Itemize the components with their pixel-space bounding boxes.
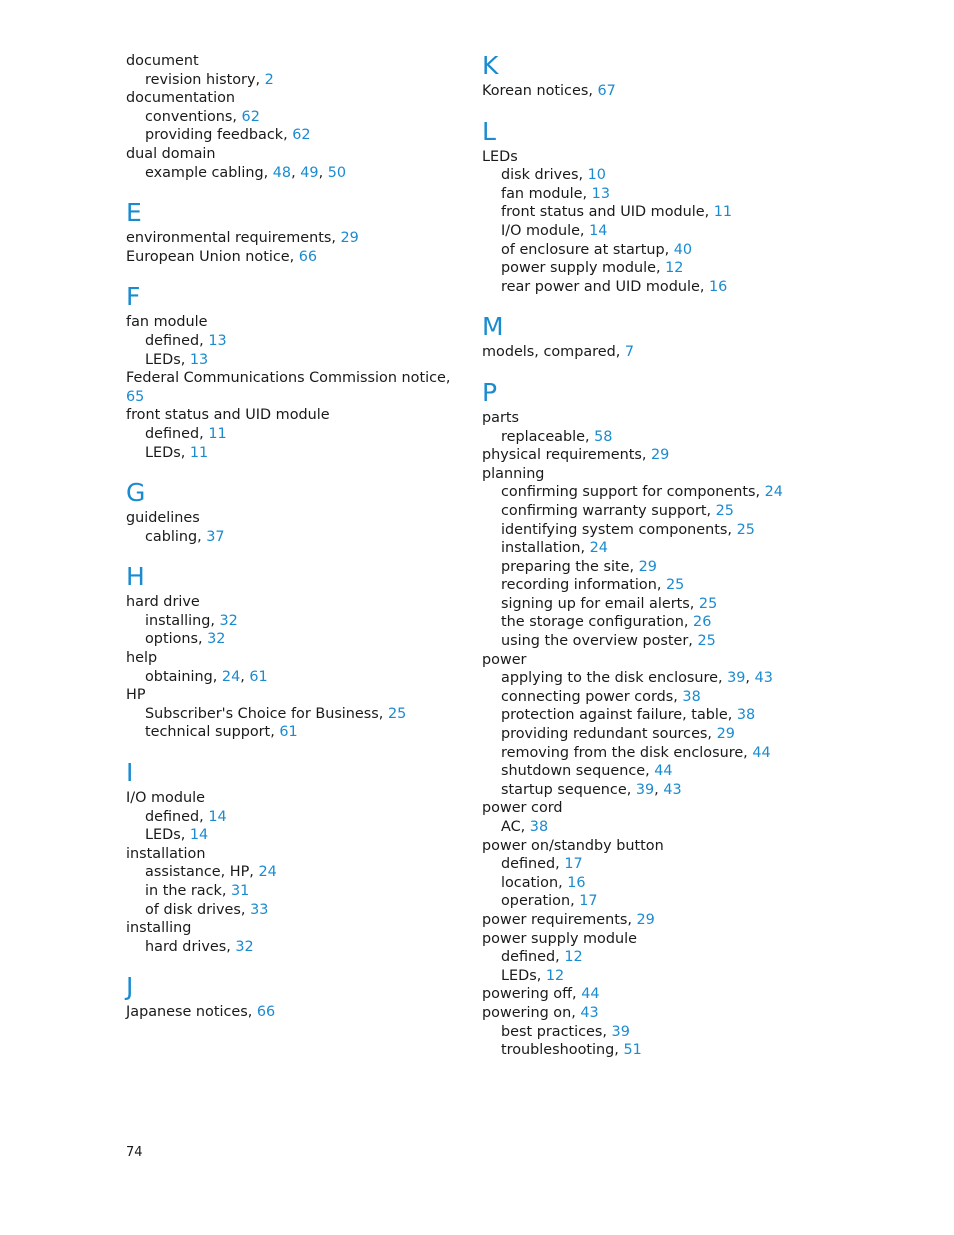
page-link[interactable]: 61: [279, 724, 298, 741]
page-link[interactable]: 13: [591, 185, 610, 202]
index-section: [482, 52, 812, 101]
section-letter: F: [126, 282, 141, 312]
index-subentry: [482, 1023, 812, 1042]
index-subentry: [482, 222, 812, 241]
index-entry: [126, 1003, 456, 1022]
index-subentry: [126, 705, 456, 724]
entry-text: assistance, HP,: [145, 864, 259, 881]
entry-text: the storage configuration,: [501, 614, 694, 631]
entry-text: defined,: [145, 332, 209, 349]
page-link[interactable]: 29: [638, 558, 657, 575]
section-letter: J: [126, 972, 134, 1002]
index-entry: [482, 985, 812, 1004]
page-link[interactable]: 11: [208, 425, 227, 442]
page-link[interactable]: 25: [736, 521, 755, 538]
entry-text: parts: [482, 409, 520, 426]
index-subentry: [126, 164, 456, 183]
index-subentry: [126, 332, 456, 351]
index-subentry: [482, 483, 812, 502]
entry-text: shutdown sequence,: [501, 763, 655, 780]
entry-text: LEDs,: [145, 351, 190, 368]
page-link[interactable]: 12: [545, 967, 565, 984]
index-subentry: [126, 723, 456, 742]
page-link[interactable]: 31: [231, 883, 250, 899]
entry-text: cabling,: [145, 528, 207, 545]
page-link[interactable]: 65: [126, 388, 145, 405]
entry-text: powering on,: [482, 1004, 581, 1021]
page-link[interactable]: 25: [697, 633, 716, 650]
entry-text: in the rack,: [145, 883, 232, 899]
index-subentry: [482, 241, 812, 260]
entry-text: help: [126, 650, 158, 667]
index-subentry: [482, 576, 812, 595]
entry-text: defined,: [501, 949, 565, 966]
index-entry: [482, 343, 812, 362]
page-link[interactable]: 48: [272, 164, 292, 181]
page-link[interactable]: 66: [256, 1004, 276, 1021]
page-separator: ,: [291, 164, 301, 181]
index-entry: [482, 930, 812, 949]
index-entry: [482, 465, 812, 484]
entry-text: LEDs: [482, 148, 518, 165]
index-entry: [126, 145, 456, 164]
index-entry: [126, 649, 456, 668]
index-subentry: [126, 126, 456, 145]
entry-text: identifying system components,: [501, 521, 737, 538]
entry-text: using the overview poster,: [501, 633, 698, 650]
index-subentry: [482, 706, 812, 725]
entry-text: planning: [482, 465, 545, 482]
entry-text: location,: [501, 874, 568, 891]
index-entry: [126, 789, 456, 808]
index-section: [126, 973, 456, 1022]
page-link[interactable]: 50: [327, 164, 347, 181]
index-entry: [482, 1004, 812, 1023]
page-link[interactable]: 43: [580, 1004, 599, 1021]
entry-text: fan module: [126, 314, 208, 331]
section-letter: M: [482, 312, 504, 342]
page-link[interactable]: 51: [623, 1042, 642, 1059]
entry-text: European Union notice,: [126, 248, 299, 265]
index-entry: [482, 409, 812, 428]
page-link[interactable]: 32: [207, 631, 226, 648]
entry-text: installation: [126, 845, 206, 862]
page-link[interactable]: 13: [189, 351, 209, 368]
entry-text: Subscriber's Choice for Business,: [145, 705, 388, 722]
index-entry: [126, 919, 456, 938]
index-subentry: [482, 688, 812, 707]
index-section: [482, 313, 812, 362]
section-letter: P: [482, 377, 498, 407]
entry-text: protection against failure, table,: [501, 707, 737, 724]
entry-text: installing: [126, 920, 192, 937]
page-link[interactable]: 43: [663, 781, 682, 798]
page-link[interactable]: 24: [589, 540, 608, 557]
page-link[interactable]: 43: [754, 670, 773, 687]
entry-text: revision history,: [145, 71, 265, 88]
index-subentry: [126, 826, 456, 845]
entry-text: LEDs,: [145, 444, 190, 461]
index-subentry: [126, 630, 456, 649]
index-entry: [126, 52, 456, 71]
page-link[interactable]: 38: [682, 688, 701, 705]
entry-text: hard drive: [126, 594, 200, 611]
page-link[interactable]: 24: [764, 484, 783, 501]
page-link[interactable]: 25: [666, 577, 685, 594]
entry-text: front status and UID module: [126, 407, 330, 424]
page-link[interactable]: 14: [208, 808, 227, 825]
index-entry: [482, 446, 812, 465]
index-section: [126, 479, 456, 546]
page-link[interactable]: 26: [693, 614, 712, 631]
entry-text: power supply module,: [501, 260, 666, 277]
page-link[interactable]: 44: [581, 986, 600, 1003]
page-link[interactable]: 24: [221, 668, 241, 685]
entry-text: example cabling,: [145, 164, 273, 181]
index-subentry: [482, 521, 812, 540]
page-link[interactable]: 12: [564, 949, 583, 966]
index-subentry: [126, 668, 456, 687]
index-subentry: [482, 892, 812, 911]
index-subentry: [126, 351, 456, 370]
page-link[interactable]: 32: [235, 938, 254, 955]
entry-text: Federal Communications Commission notice,: [126, 370, 451, 387]
page-link[interactable]: 10: [587, 167, 606, 184]
page-link[interactable]: 11: [713, 204, 733, 221]
index-section: [482, 379, 812, 1060]
page-link[interactable]: 25: [715, 502, 734, 519]
index-subentry: [482, 874, 812, 893]
index-entry: [126, 313, 456, 332]
index-subentry: [482, 967, 812, 986]
entry-text: obtaining,: [145, 668, 222, 685]
page-link[interactable]: 58: [594, 428, 613, 445]
page-link[interactable]: 29: [651, 447, 670, 464]
entry-text: installing,: [145, 612, 220, 629]
index-subentry: [482, 613, 812, 632]
entry-text: power supply module: [482, 930, 637, 947]
index-entry: [482, 82, 812, 101]
page-link[interactable]: 39: [635, 781, 655, 798]
index-entry: [482, 651, 812, 670]
index-entry: [126, 248, 456, 267]
entry-text: models, compared,: [482, 344, 625, 361]
entry-text: guidelines: [126, 510, 200, 527]
page-link[interactable]: 29: [340, 230, 359, 247]
entry-text: troubleshooting,: [501, 1042, 624, 1059]
page-link[interactable]: 61: [249, 668, 268, 685]
index-section: [126, 759, 456, 956]
entry-text: recording information,: [501, 577, 666, 594]
index-subentry: [482, 1041, 812, 1060]
index-column-left: [126, 52, 456, 1039]
index-subentry: [482, 502, 812, 521]
entry-text: defined,: [145, 425, 209, 442]
index-subentry: [482, 558, 812, 577]
index-subentry: [482, 278, 812, 297]
page-link[interactable]: 25: [698, 595, 718, 612]
index-subentry: [126, 863, 456, 882]
page-link[interactable]: 44: [752, 744, 771, 761]
entry-text: applying to the disk enclosure,: [501, 670, 728, 687]
index-subentry: [126, 882, 456, 901]
entry-text: AC,: [501, 819, 530, 835]
page-link[interactable]: 16: [567, 874, 586, 891]
page-link[interactable]: 32: [219, 612, 238, 629]
entry-text: providing redundant sources,: [501, 726, 717, 743]
page-link[interactable]: 33: [250, 901, 269, 918]
page-link[interactable]: 14: [189, 827, 209, 844]
index-subentry: [482, 203, 812, 222]
index-subentry: [126, 901, 456, 920]
page-separator: ,: [318, 164, 328, 181]
page-link[interactable]: 7: [624, 344, 635, 361]
index-subentry: [482, 595, 812, 614]
index-subentry: [482, 539, 812, 558]
index-subentry: [482, 632, 812, 651]
page-link[interactable]: 2: [264, 71, 274, 88]
entry-text: front status and UID module,: [501, 204, 714, 221]
section-letter: H: [126, 562, 145, 592]
index-entry: [126, 593, 456, 612]
index-subentry: [482, 669, 812, 688]
section-letter: E: [126, 198, 142, 228]
index-subentry: [482, 948, 812, 967]
entry-text: of enclosure at startup,: [501, 241, 674, 258]
index-subentry: [482, 185, 812, 204]
page-link[interactable]: 37: [206, 528, 225, 545]
page-link[interactable]: 12: [665, 260, 684, 277]
page-link[interactable]: 62: [292, 127, 311, 144]
page-separator: ,: [654, 781, 664, 798]
entry-text: document: [126, 53, 199, 69]
section-letter: G: [126, 478, 146, 508]
entry-text: LEDs,: [501, 967, 546, 984]
index-entry: [126, 406, 456, 425]
page-link[interactable]: 49: [300, 164, 319, 181]
section-letter: I: [126, 758, 134, 788]
entry-text: defined,: [501, 856, 565, 873]
entry-text: I/O module,: [501, 222, 590, 239]
entry-text: removing from the disk enclosure,: [501, 744, 753, 761]
index-section: [126, 283, 456, 462]
page-link[interactable]: 14: [589, 222, 608, 239]
page-link[interactable]: 66: [298, 248, 318, 265]
page-link[interactable]: 39: [727, 670, 746, 687]
index-entry: [126, 89, 456, 108]
entry-text: operation,: [501, 893, 580, 910]
index-entry: [126, 229, 456, 248]
index-subentry: [126, 938, 456, 957]
index-entry: [126, 369, 456, 388]
page-link[interactable]: 29: [716, 726, 735, 743]
page-separator: ,: [745, 670, 755, 687]
index-section: [126, 52, 456, 182]
page-link[interactable]: 38: [529, 819, 549, 835]
entry-text: confirming support for components,: [501, 484, 765, 501]
page-link[interactable]: 17: [579, 893, 598, 910]
index-entry: [482, 148, 812, 167]
index-subentry: [126, 108, 456, 127]
index-subentry: [126, 612, 456, 631]
index-subentry: [482, 744, 812, 763]
index-subentry: [126, 808, 456, 827]
entry-text: power requirements,: [482, 911, 637, 928]
index-subentry: [482, 428, 812, 447]
entry-text: power on/standby button: [482, 837, 664, 854]
index-subentry: [482, 781, 812, 800]
section-letter: L: [482, 116, 496, 146]
entry-text: HP: [126, 687, 146, 704]
entry-text: I/O module: [126, 790, 205, 807]
index-entry: [482, 799, 812, 818]
index-section: [126, 199, 456, 266]
page-number: 74: [126, 1145, 143, 1160]
entry-text: best practices,: [501, 1023, 612, 1040]
page-link[interactable]: 44: [654, 763, 673, 780]
index-section: [126, 563, 456, 742]
entry-text: LEDs,: [145, 827, 190, 844]
index-subentry: [482, 166, 812, 185]
entry-text: Japanese notices,: [126, 1004, 257, 1021]
page-link[interactable]: 25: [387, 705, 407, 722]
entry-text: powering off,: [482, 986, 582, 1003]
page-link[interactable]: 62: [241, 108, 260, 125]
entry-text: defined,: [145, 808, 209, 825]
page-link[interactable]: 24: [258, 864, 277, 881]
page-link[interactable]: 17: [564, 856, 583, 873]
index-subentry: [482, 855, 812, 874]
index-entry: [126, 845, 456, 864]
entry-text: dual domain: [126, 145, 216, 162]
page-link[interactable]: 11: [189, 444, 209, 461]
page-link[interactable]: 38: [736, 707, 756, 724]
entry-text: connecting power cords,: [501, 688, 683, 705]
index-subentry: [126, 71, 456, 90]
page-link[interactable]: 29: [636, 911, 655, 928]
entry-text: hard drives,: [145, 938, 236, 955]
entry-text: technical support,: [145, 724, 280, 741]
section-letter: K: [482, 51, 499, 80]
entry-text: documentation: [126, 90, 235, 107]
page-link[interactable]: 40: [673, 241, 693, 258]
index-column-right: [482, 52, 812, 1077]
page-link[interactable]: 16: [708, 278, 728, 295]
index-entry: [126, 686, 456, 705]
index-entry: [482, 911, 812, 930]
index-subentry: [126, 425, 456, 444]
page-separator: ,: [240, 668, 250, 685]
entry-text: preparing the site,: [501, 558, 639, 575]
entry-text: replaceable,: [501, 428, 595, 445]
index-entry: [126, 509, 456, 528]
index-entry: [126, 388, 456, 407]
index-subentry: [482, 818, 812, 837]
entry-text: options,: [145, 631, 208, 648]
entry-text: fan module,: [501, 185, 592, 202]
index-section: [482, 118, 812, 297]
entry-text: conventions,: [145, 108, 242, 125]
entry-text: power cord: [482, 800, 563, 817]
entry-text: providing feedback,: [145, 127, 293, 144]
index-subentry: [126, 528, 456, 547]
entry-text: of disk drives,: [145, 901, 251, 918]
entry-text: disk drives,: [501, 167, 588, 184]
entry-text: Korean notices,: [482, 83, 598, 99]
page-link[interactable]: 67: [597, 83, 616, 99]
page-link[interactable]: 13: [208, 332, 227, 349]
entry-text: power: [482, 651, 527, 668]
entry-text: installation,: [501, 540, 590, 557]
index-entry: [482, 837, 812, 856]
index-subentry: [482, 725, 812, 744]
page-link[interactable]: 39: [611, 1023, 630, 1040]
entry-text: signing up for email alerts,: [501, 595, 699, 612]
entry-text: environmental requirements,: [126, 230, 341, 247]
entry-text: physical requirements,: [482, 447, 652, 464]
entry-text: rear power and UID module,: [501, 278, 709, 295]
index-subentry: [482, 762, 812, 781]
entry-text: startup sequence,: [501, 781, 636, 798]
index-subentry: [126, 444, 456, 463]
entry-text: confirming warranty support,: [501, 502, 716, 519]
index-subentry: [482, 259, 812, 278]
